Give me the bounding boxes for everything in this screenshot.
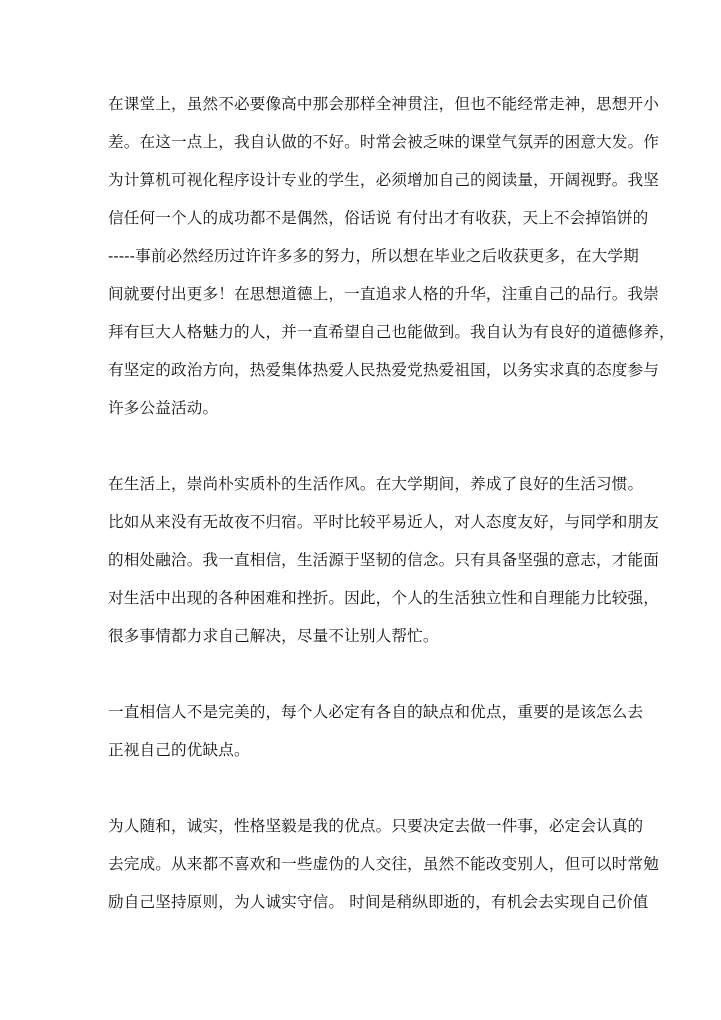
text-line: 在课堂上，虽然不必要像高中那会那样全神贯注，但也不能经常走神，思想开小 [108, 95, 660, 113]
text-line: 对生活中出现的各种困难和挫折。因此，个人的生活独立性和自理能力比较强， [108, 589, 660, 607]
text-line: -----事前必然经历过许许多多的努力，所以想在毕业之后收获更多，在大学期 [108, 247, 639, 265]
text-line: 去完成。从来都不喜欢和一些虚伪的人交往，虽然不能改变别人，但可以时常勉 [108, 855, 660, 873]
text-line: 许多公益活动。 [108, 399, 219, 417]
text-line: 比如从来没有无故夜不归宿。平时比较平易近人，对人态度友好，与同学和朋友 [108, 513, 660, 531]
text-line: 一直相信人不是完美的，每个人必定有各自的缺点和优点，重要的是该怎么去 [108, 703, 644, 721]
text-line: 为计算机可视化程序设计专业的学生，必须增加自己的阅读量，开阔视野。我坚 [108, 171, 660, 189]
text-line: 很多事情都力求自己解决，尽量不让别人帮忙。 [108, 627, 439, 645]
text-line: 差。在这一点上，我自认做的不好。时常会被乏味的课堂气氛弄的困意大发。作 [108, 133, 660, 151]
text-line: 信任何一个人的成功都不是偶然，俗话说 有付出才有收获，天上不会掉馅饼的 [108, 209, 649, 227]
text-line: 在生活上，崇尚朴实质朴的生活作风。在大学期间，养成了良好的生活习惯。 [108, 475, 644, 493]
text-line: 正视自己的优缺点。 [108, 741, 250, 759]
text-line: 为人随和，诚实，性格坚毅是我的优点。只要决定去做一件事，必定会认真的 [108, 817, 644, 835]
text-line: 间就要付出更多！在思想道德上，一直追求人格的升华，注重自己的品行。我崇 [108, 285, 660, 303]
text-line: 励自己坚持原则，为人诚实守信。 时间是稍纵即逝的，有机会去实现自己价值 [108, 893, 649, 911]
text-line: 有坚定的政治方向，热爱集体热爱人民热爱党热爱祖国，以务实求真的态度参与 [108, 361, 660, 379]
text-line: 拜有巨大人格魅力的人，并一直希望自己也能做到。我自认为有良好的道德修养， [108, 323, 675, 341]
text-line: 的相处融洽。我一直相信，生活源于坚韧的信念。只有具备坚强的意志，才能面 [108, 551, 660, 569]
